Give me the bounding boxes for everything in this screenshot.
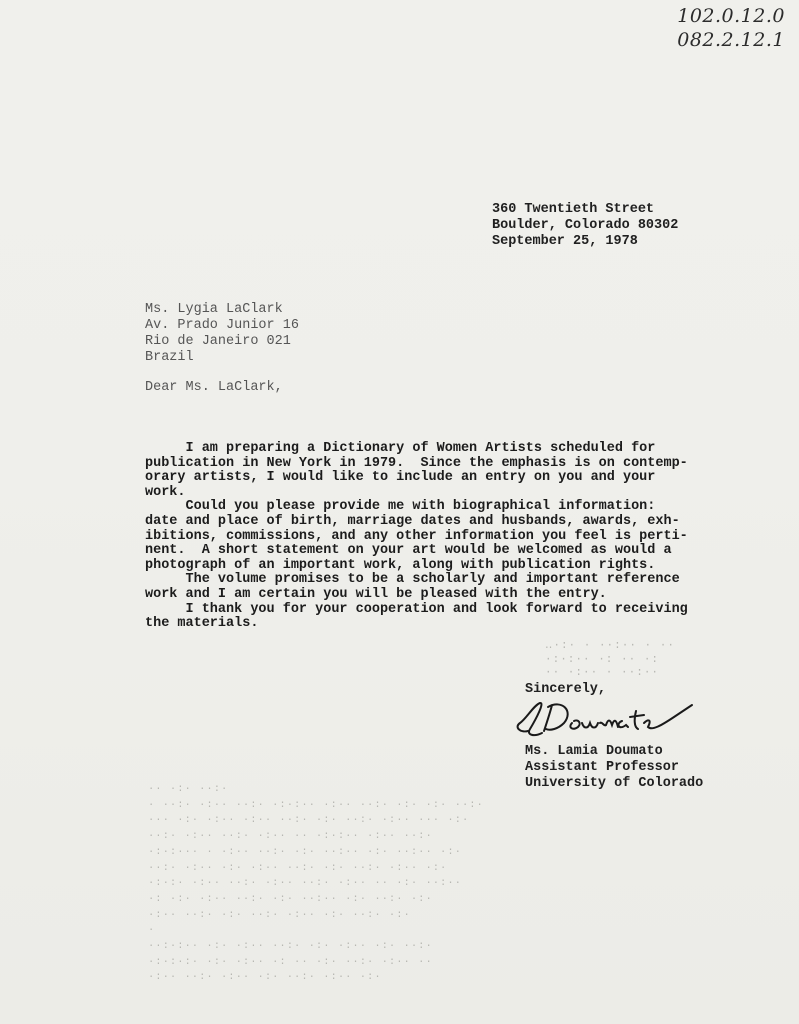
signer-block xyxy=(525,744,703,792)
body-line: work. xyxy=(145,484,186,500)
body-line: Could you please provide me with biographical information: xyxy=(145,499,656,515)
handwritten-signature xyxy=(512,697,697,745)
recipient-address xyxy=(145,302,299,366)
signer-title: Assistant Professor xyxy=(525,760,679,775)
return-address xyxy=(492,202,678,250)
body-line: ibitions, commissions, and any other information you feel is perti- xyxy=(145,528,688,544)
bleed-through-marks: ·· ·:· ··:· · ··:· ·:·· ··:· ·:·:·· ·:·· ··:· ·:· ·:· ··:· ··· ·:· ·:·· ·:·· ··:· ·:· ··:· ·:·· ··· ·:· ··:· ·:·· ··:· ·:·· ·· ·:·:·· ·:·· ··:· ·:·:··· · ·:·· ··:· ·:· ··:·· ·:· ··:·· ·:· ··:· ·:·· ·:· ·:·· ··:· ·:· ··:· ·:·· ·:· ·:·:· ·:·· ··:· ·:·· ··:· ·:·· ·· ·:· ··:·· ·: ·:· ·:·· ··:· ·:· ··:·· ·:· ··:· ·:· ·:·· ··:· ·:· ··:· ·:·· ·:· ··:· ·:· · ··:·:·· ·:· ·:·· ··:· ·:· ·:·· ·:· ··:· ·:·:·:· ·:· ·:·· ·: ·· ·:· ··:· ·:·· ·· ·:·· ··:· ·:·· ·:· ··:· ·:·· ·:· xyxy=(148,783,484,984)
city-line: Boulder, Colorado 80302 xyxy=(492,218,679,233)
body-line: work and I am certain you will be pleased with the entry. xyxy=(145,586,607,602)
body-line: orary artists, I would like to include an entry on you and your xyxy=(145,470,656,486)
closing: Sincerely, xyxy=(525,682,607,697)
archive-code: 082.2.12.1 xyxy=(677,29,785,51)
body-line: I thank you for your cooperation and look forward to receiving xyxy=(145,601,688,617)
body-line: the materials. xyxy=(145,616,259,632)
street-line: 360 Twentieth Street xyxy=(492,202,655,217)
salutation: Dear Ms. LaClark, xyxy=(145,380,283,395)
body-line: date and place of birth, marriage dates and husbands, awards, exh- xyxy=(145,513,680,529)
letter-body xyxy=(145,442,705,632)
date-line: September 25, 1978 xyxy=(492,234,638,249)
body-line: nent. A short statement on your art would be welcomed as would a xyxy=(145,543,672,559)
body-line: The volume promises to be a scholarly and important reference xyxy=(145,572,680,588)
recipient-city: Rio de Janeiro 021 xyxy=(145,334,291,349)
recipient-name: Ms. Lygia LaClark xyxy=(145,302,283,317)
archive-codes xyxy=(677,4,785,52)
recipient-street: Av. Prado Junior 16 xyxy=(145,318,299,333)
bleed-through-marks: ‥·:· · ··:·· · ·· ·:·:·· ·: ·· ·: ·· ·:·· · ··:·· xyxy=(545,640,675,679)
body-line: photograph of an important work, along with publication rights. xyxy=(145,557,656,573)
recipient-country: Brazil xyxy=(145,350,194,365)
body-line: publication in New York in 1979. Since the emphasis is on contemp- xyxy=(145,455,688,471)
archive-code: 102.0.12.0 xyxy=(677,5,785,27)
signer-name: Ms. Lamia Doumato xyxy=(525,744,663,759)
signer-institution: University of Colorado xyxy=(525,776,704,791)
body-line: I am preparing a Dictionary of Women Artists scheduled for xyxy=(145,441,656,456)
